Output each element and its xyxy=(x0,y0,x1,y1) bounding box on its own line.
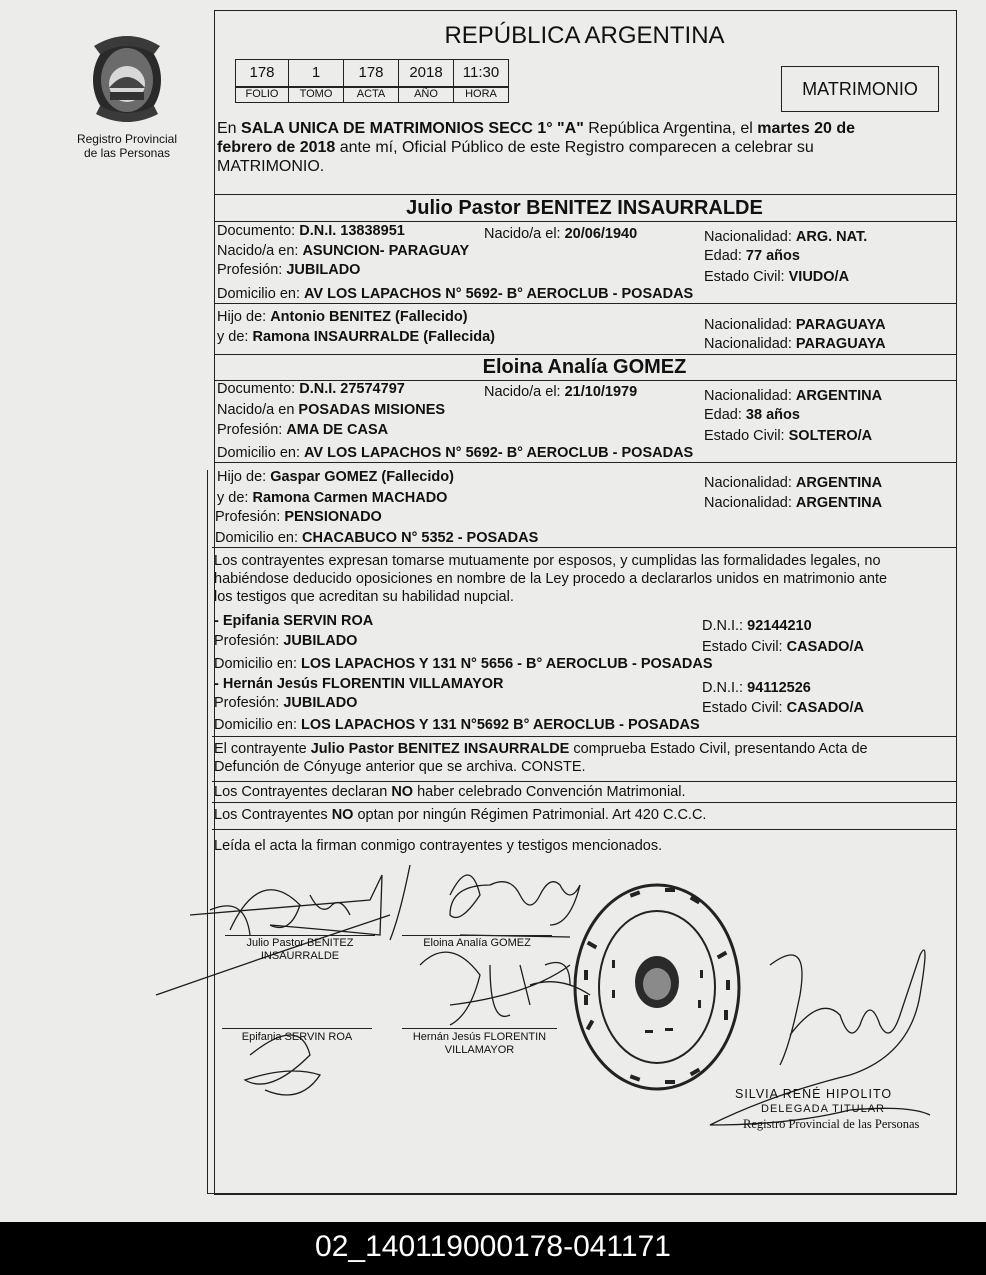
tomo-label: TOMO xyxy=(288,87,344,103)
bride-domicilio: Domicilio en: AV LOS LAPACHOS N° 5692- B° AEROCLUB - POSADAS xyxy=(217,445,694,461)
bride-prof-madre: Profesión: PENSIONADO xyxy=(215,509,382,525)
groom-estado-civil: Estado Civil: VIUDO/A xyxy=(704,269,850,285)
ano-label: AÑO xyxy=(398,87,454,103)
groom-nacido-en: Nacido/a en: ASUNCION- PARAGUAY xyxy=(217,243,470,259)
bride-nac-madre: Nacionalidad: ARGENTINA xyxy=(704,495,883,511)
registry-stamp xyxy=(570,880,745,1095)
witness2-name: - Hernán Jesús FLORENTIN VILLAMAYOR xyxy=(214,676,504,692)
groom-nac-madre: Nacionalidad: PARAGUAYA xyxy=(704,336,886,352)
acta-label: ACTA xyxy=(343,87,399,103)
groom-nacido-el: Nacido/a el: 20/06/1940 xyxy=(484,226,638,242)
bride-nacionalidad: Nacionalidad: ARGENTINA xyxy=(704,388,883,404)
bride-documento: Documento: D.N.I. 27574797 xyxy=(217,381,405,397)
witness2-signature-name: Hernán Jesús FLORENTIN VILLAMAYOR xyxy=(412,1031,547,1056)
footer-code: 02_140119000178-041171 xyxy=(315,1230,671,1263)
groom-profesion: Profesión: JUBILADO xyxy=(217,262,361,278)
regime-line2: Los Contrayentes NO optan por ningún Régimen Patrimonial. Art 420 C.C.C. xyxy=(214,807,707,823)
official-office: Registro Provincial de las Personas xyxy=(743,1117,920,1131)
witness2-dni: D.N.I.: 94112526 xyxy=(702,680,811,696)
tomo-value: 1 xyxy=(288,59,344,87)
witness1-dni: D.N.I.: 92144210 xyxy=(702,618,812,634)
outer-line-bottom xyxy=(207,1193,957,1194)
bride-hijo-de: Hijo de: Gaspar GOMEZ (Fallecido) xyxy=(217,469,454,485)
witness1-signature-name: Epifania SERVIN ROA xyxy=(241,1031,353,1043)
intro-text: En SALA UNICA DE MATRIMONIOS SECC 1° "A" República Argentina, el martes 20 de febrero de 2018 ante mí, Oficial Público de este Registro comparecen a celebrar su MATRIMONIO. xyxy=(217,120,856,175)
bride-profesion: Profesión: AMA DE CASA xyxy=(217,422,389,438)
folio-label: FOLIO xyxy=(235,87,289,103)
official-block xyxy=(735,1087,919,1132)
ano-value: 2018 xyxy=(398,59,454,87)
official-role: DELEGADA TITULAR xyxy=(761,1103,885,1115)
witness1-name: - Epifania SERVIN ROA xyxy=(214,613,374,629)
regime-line1: Los Contrayentes declaran NO haber celebrado Convención Matrimonial. xyxy=(214,784,686,800)
groom-nac-padre: Nacionalidad: PARAGUAYA xyxy=(704,317,886,333)
folio-value: 178 xyxy=(235,59,289,87)
province-seal-logo xyxy=(82,26,172,130)
declaration-text: Los contrayentes expresan tomarse mutuamente por esposos, y cumplidas las formalidades legales, no habiéndose deducido oposiciones en nombre de la Ley procedo a declararlos unidos en matrimonio ante los testigos que acreditan su habilidad nupcial. xyxy=(214,553,888,605)
logo-caption-line2: de las Personas xyxy=(83,146,171,160)
bride-name: Eloina Analía GOMEZ xyxy=(482,356,687,378)
bride-signature-name: Eloina Analía GOMEZ xyxy=(423,937,531,949)
bride-dom-madre: Domicilio en: CHACABUCO N° 5352 - POSADAS xyxy=(215,530,539,546)
acta-value: 178 xyxy=(343,59,399,87)
hora-value: 11:30 xyxy=(453,59,509,87)
bride-estado-civil: Estado Civil: SOLTERO/A xyxy=(704,428,873,444)
groom-signature-name: Julio Pastor BENITEZ INSAURRALDE xyxy=(246,937,354,962)
witness1-estado-civil: Estado Civil: CASADO/A xyxy=(702,639,864,655)
groom-hijo-de: Hijo de: Antonio BENITEZ (Fallecido) xyxy=(217,309,468,325)
bride-edad: Edad: 38 años xyxy=(704,407,800,423)
witness1-profesion: Profesión: JUBILADO xyxy=(214,633,358,649)
closing-text: Leída el acta la firman conmigo contrayentes y testigos mencionados. xyxy=(214,838,663,854)
official-name: SILVIA RENÉ HIPOLITO xyxy=(735,1087,893,1101)
document-title: REPÚBLICA ARGENTINA xyxy=(444,22,725,49)
logo-caption xyxy=(60,132,194,160)
witness2-domicilio: Domicilio en: LOS LAPACHOS Y 131 N°5692 B° AEROCLUB - POSADAS xyxy=(214,717,700,733)
bride-nac-padre: Nacionalidad: ARGENTINA xyxy=(704,475,883,491)
bride-nacido-el: Nacido/a el: 21/10/1979 xyxy=(484,384,638,400)
bride-nacido-en: Nacido/a en POSADAS MISIONES xyxy=(217,402,446,418)
groom-name: Julio Pastor BENITEZ INSAURRALDE xyxy=(406,197,763,219)
groom-nacionalidad: Nacionalidad: ARG. NAT. xyxy=(704,229,868,245)
groom-edad: Edad: 77 años xyxy=(704,248,800,264)
groom-domicilio: Domicilio en: AV LOS LAPACHOS N° 5692- B° AEROCLUB - POSADAS xyxy=(217,286,694,302)
logo-caption-line1: Registro Provincial xyxy=(76,132,178,146)
witness2-estado-civil: Estado Civil: CASADO/A xyxy=(702,700,864,716)
divorce-note: El contrayente Julio Pastor BENITEZ INSAURRALDE comprueba Estado Civil, presentando Acta de Defunción de Cónyuge anterior que se archiva. CONSTE. xyxy=(214,741,868,775)
bride-y-de: y de: Ramona Carmen MACHADO xyxy=(217,490,448,506)
record-type-label: MATRIMONIO xyxy=(802,79,918,99)
groom-y-de: y de: Ramona INSAURRALDE (Fallecida) xyxy=(217,329,495,345)
witness1-domicilio: Domicilio en: LOS LAPACHOS Y 131 N° 5656 - B° AEROCLUB - POSADAS xyxy=(214,656,713,672)
hora-label: HORA xyxy=(453,87,509,103)
record-type-box xyxy=(781,66,939,112)
witness2-profesion: Profesión: JUBILADO xyxy=(214,695,358,711)
groom-documento: Documento: D.N.I. 13838951 xyxy=(217,223,405,239)
